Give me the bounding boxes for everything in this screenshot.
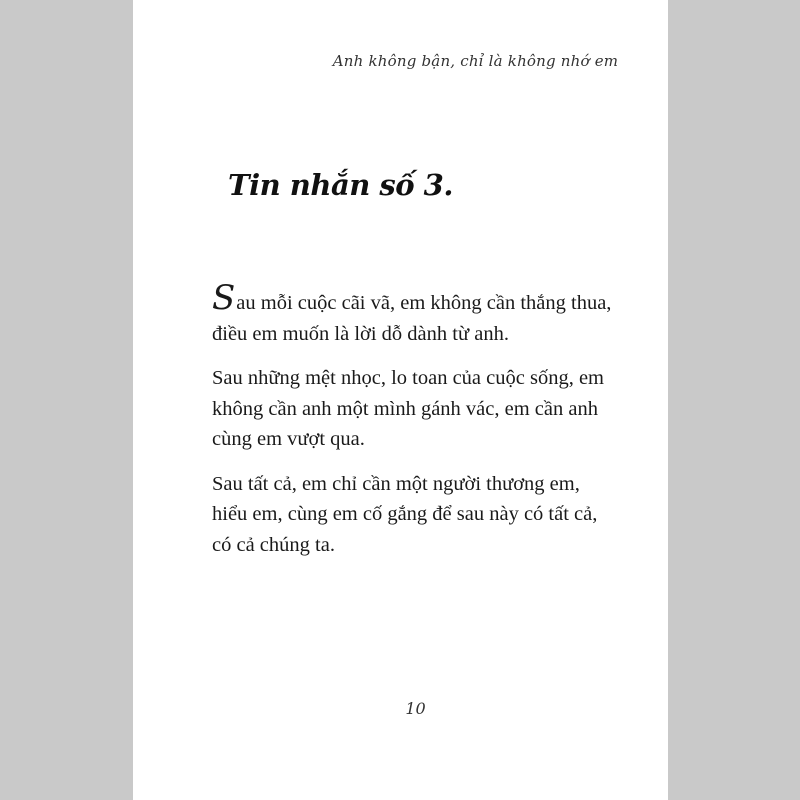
paragraph-1 (212, 278, 612, 349)
paragraph-1-text: au mỗi cuộc cãi vã, em không cần thắng thua, điều em muốn là lời dỗ dành từ anh. (212, 292, 612, 345)
page-number: 10 (405, 699, 426, 718)
drop-cap: S (212, 278, 236, 318)
book-page (133, 0, 668, 800)
body-text (212, 278, 612, 574)
chapter-title: Tin nhắn số 3. (228, 168, 453, 202)
running-header: Anh không bận, chỉ là không nhớ em (332, 52, 619, 70)
paragraph-3: Sau tất cả, em chỉ cần một người thương em, hiểu em, cùng em cố gắng để sau này có tất cả, có cả chúng ta. (212, 472, 598, 556)
paragraph-2: Sau những mệt nhọc, lo toan của cuộc sống, em không cần anh một mình gánh vác, em cần anh cùng em vượt qua. (212, 367, 604, 450)
